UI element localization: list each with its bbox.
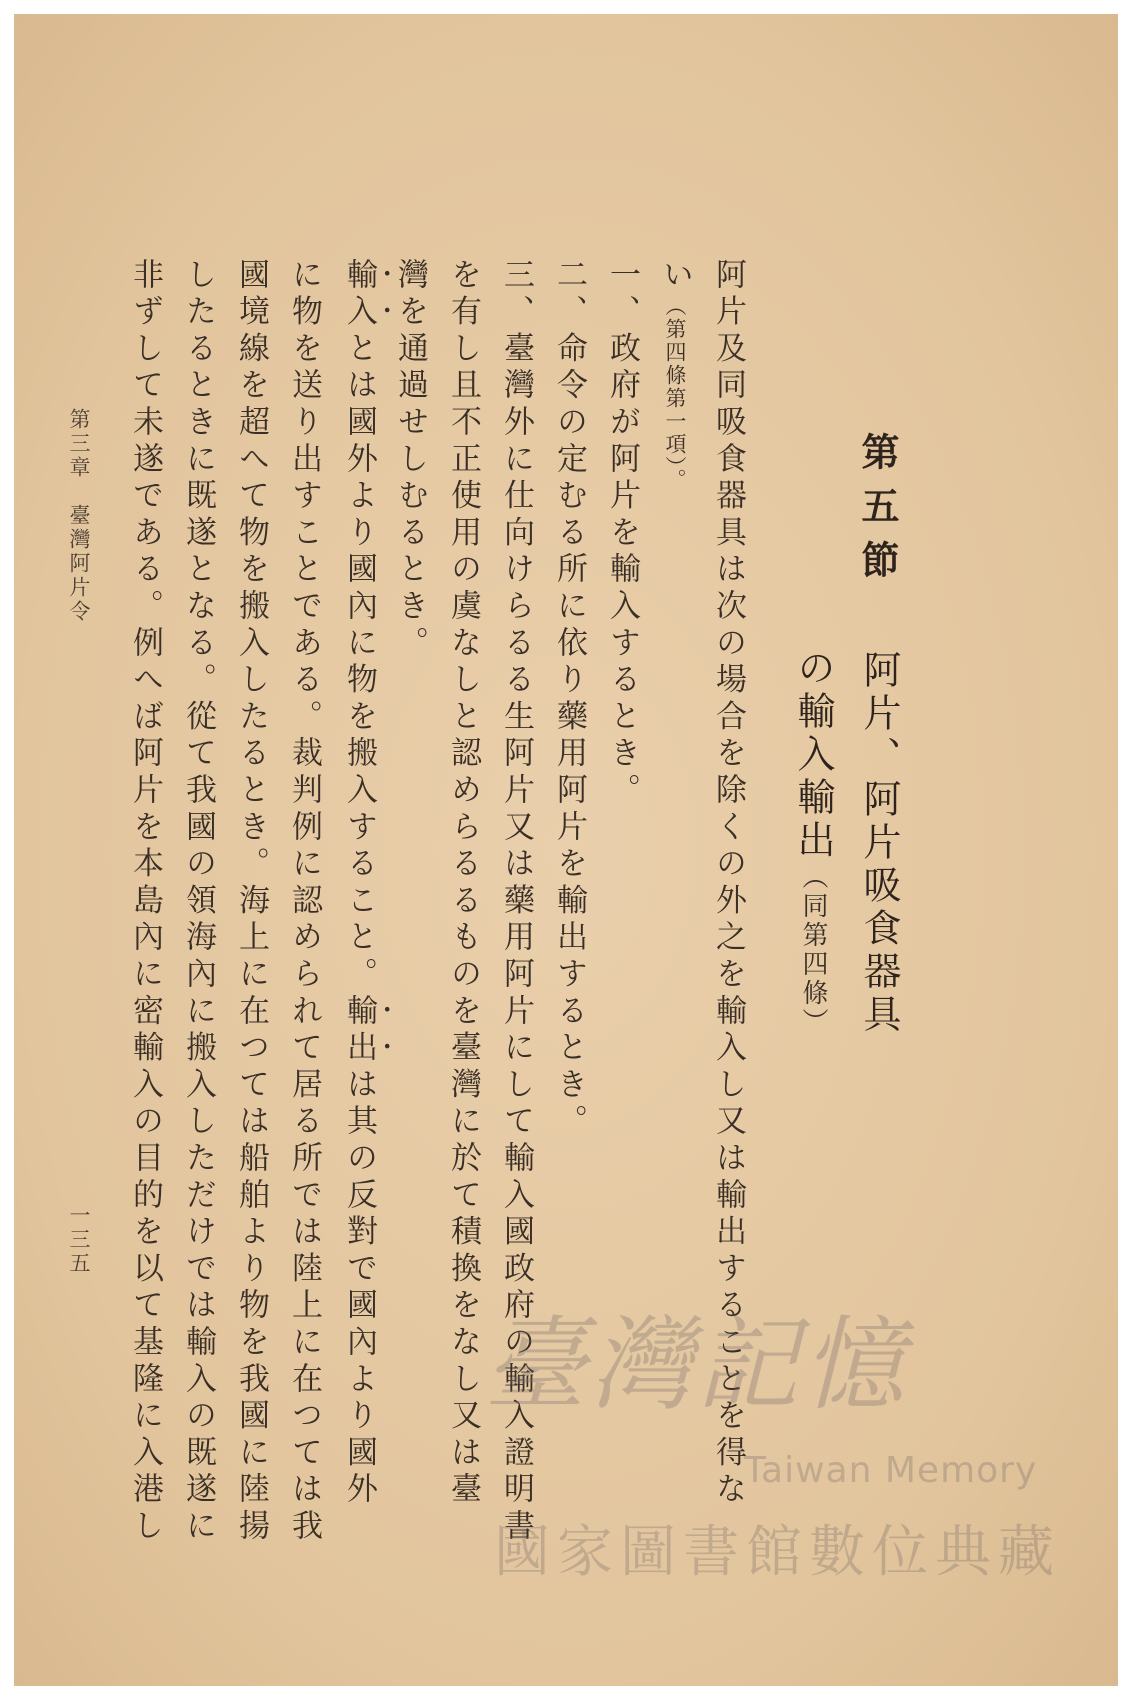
term-import: 輸入 (341, 258, 377, 332)
watermark-org-name: 國家圖書館數位典藏 (494, 1520, 1061, 1585)
body-line-2-text: い (657, 258, 693, 295)
list-item-1: 一、政府が阿片を輸入するとき。 (604, 258, 640, 810)
page-number: 一三五 (67, 1204, 91, 1276)
list-item-3-line-2: を有し且不正使用の虞なしと認めらるるものを臺灣に於て積換をなし又は臺 (445, 258, 481, 1510)
body-line-9: 國境線を超へて物を搬入したるとき。海上に在つては船舶より物を我國に陸揚 (233, 258, 269, 1546)
section-number: 第五節 (855, 432, 900, 594)
body-line-7-a: とは國外より國內に物を搬入すること。 (341, 331, 377, 995)
body-line-7-b: は其の反對で國內より國外 (341, 1067, 377, 1510)
term-export: 輸出 (341, 994, 377, 1068)
watermark-logo-chinese: 臺灣記憶 (484, 1306, 908, 1425)
body-line-2-ref: （第四條第一項）。 (663, 294, 687, 492)
section-title-ref: （同第四條） (798, 863, 828, 1037)
watermark-logo-english: Taiwan Memory (744, 1450, 1038, 1491)
section-title-line1: 阿片、阿片吸食器具 (857, 650, 901, 1037)
document-page (14, 14, 1118, 1686)
body-line-2 (657, 258, 693, 492)
list-item-3-line-3: 灣を通過せしむるとき。 (392, 258, 428, 663)
body-line-7 (341, 258, 396, 1509)
body-line-11: 非ずして未遂である。例へば阿片を本島內に密輸入の目的を以て基隆に入港し (127, 258, 163, 1546)
body-line-1: 阿片及同吸食器具は次の場合を除くの外之を輸入し又は輸出することを得な (710, 258, 746, 1510)
body-line-8: に物を送り出すことである。裁判例に認められて居る所では陸上に在つては我 (286, 258, 322, 1546)
list-item-2: 二、命令の定むる所に依り藥用阿片を輸出するとき。 (551, 258, 587, 1142)
chapter-footer: 第三章 臺灣阿片令 (67, 408, 91, 624)
section-title-line2-group (791, 648, 835, 1037)
list-item-3-line-1: 三、臺灣外に仕向けらるる生阿片又は藥用阿片にして輸入國政府の輸入證明書 (498, 258, 534, 1546)
section-title-line2: の輸入輸出 (791, 648, 835, 863)
body-line-10: したるときに既遂となる。從て我國の領海內に搬入しただけでは輸入の既遂に (180, 258, 216, 1546)
